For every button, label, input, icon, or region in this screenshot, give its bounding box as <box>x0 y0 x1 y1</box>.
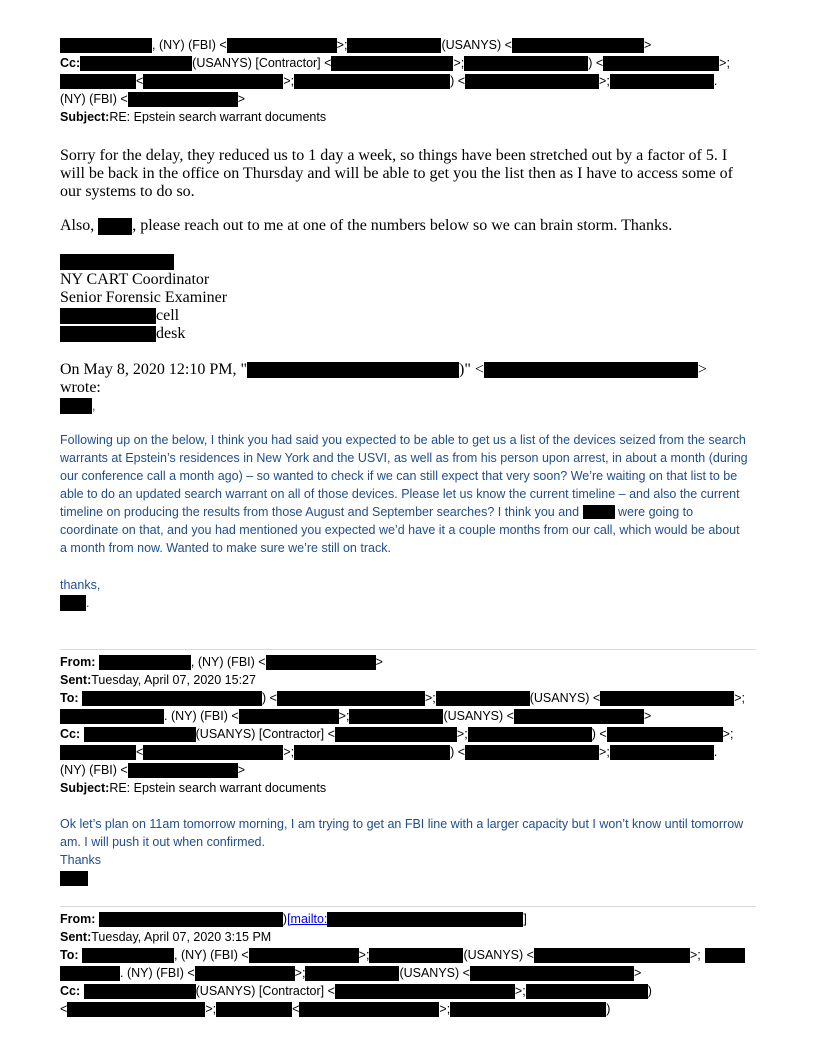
redaction <box>143 745 283 760</box>
text-segment: cell <box>156 307 180 324</box>
sent-label: Sent: <box>60 930 92 944</box>
header-subject-line <box>60 109 326 126</box>
redaction <box>294 745 450 760</box>
redaction <box>512 38 644 53</box>
redaction <box>484 362 698 378</box>
cc-label: Cc: <box>60 56 81 70</box>
redaction <box>195 966 295 981</box>
text-segment: (USANYS) [Contractor] < <box>192 56 332 70</box>
text-segment: >; <box>424 691 436 705</box>
mailto-link[interactable]: [mailto: <box>287 912 328 926</box>
text-segment: >; <box>358 948 370 962</box>
redaction <box>464 56 588 71</box>
email2-signature <box>60 870 88 887</box>
text-segment: > <box>643 709 652 723</box>
text-segment: )" < <box>458 361 484 378</box>
divider <box>60 906 756 907</box>
redaction <box>60 308 156 324</box>
text-segment: >; <box>456 727 468 741</box>
email2-to-line-2 <box>60 708 651 725</box>
signature-desk <box>60 325 185 343</box>
redaction <box>465 745 599 760</box>
email2-cc-line-2 <box>60 744 717 761</box>
redaction <box>347 38 441 53</box>
text-segment: ) < <box>588 56 604 70</box>
text-segment: >; <box>294 966 306 980</box>
redaction <box>60 745 136 760</box>
cc-label: Cc: <box>60 727 81 741</box>
text-segment: (USANYS) < <box>463 948 534 962</box>
text-segment: . <box>713 745 718 759</box>
from-label: From: <box>60 655 96 669</box>
email2-subject-line <box>60 780 326 797</box>
text-segment: >; <box>336 38 348 52</box>
text-segment: (NY) (FBI) < <box>60 92 128 106</box>
redaction <box>60 254 174 270</box>
redaction <box>216 1002 292 1017</box>
signature-cell <box>60 307 179 325</box>
text-segment: < <box>292 1002 300 1016</box>
email2-cc-line-1 <box>60 726 733 743</box>
header-to-line-1 <box>60 37 651 54</box>
text-segment: ) < <box>450 745 466 759</box>
text-segment: (USANYS) < <box>441 38 512 52</box>
text-segment: ) < <box>262 691 277 705</box>
email3-cc-line-2 <box>60 1001 610 1018</box>
text-segment: ) < <box>591 727 607 741</box>
redaction <box>470 966 634 981</box>
redaction <box>534 948 690 963</box>
redaction <box>436 691 530 706</box>
email2-thanks: Thanks <box>60 853 101 867</box>
text-segment: . (NY) (FBI) < <box>120 966 195 980</box>
header-cc-line-2 <box>60 73 717 90</box>
text-segment: ) <box>647 984 652 998</box>
redaction <box>60 326 156 342</box>
text-segment: ) <box>606 1002 611 1016</box>
redaction <box>299 1002 439 1017</box>
redaction <box>349 709 443 724</box>
text-segment: (USANYS) < <box>443 709 514 723</box>
quoted-thanks: thanks, <box>60 578 101 592</box>
redaction <box>60 871 88 886</box>
text-segment: Following up on the below, I think you had said you expected to be able to get us a list of the devices seized from the search warrants at Epstein’s residences in New York and the USVI, as well as from his person upon arrest, in about a month (during our conference call a month ago) – so wanted to check if we can still expect that very soon? We’re waiting on that list to be able to do an updated search warrant on all of those devices. Please let us know the current timeline – and also the current timeline on producing the results from those August and September searches? I think you and <box>60 433 748 519</box>
to-label: To: <box>60 948 79 962</box>
redaction <box>600 691 734 706</box>
redaction <box>143 74 283 89</box>
redaction <box>705 948 745 963</box>
redaction <box>82 948 174 963</box>
text-segment: , (NY) (FBI) < <box>174 948 249 962</box>
sent-value: Tuesday, April 07, 2020 15:27 <box>91 673 256 687</box>
text-segment: > <box>697 361 707 378</box>
text-segment: , (NY) (FBI) < <box>152 38 227 52</box>
email2-cc-line-3 <box>60 762 245 779</box>
text-segment: >; <box>283 74 295 88</box>
redaction <box>98 218 132 235</box>
text-segment: , (NY) (FBI) < <box>190 655 266 669</box>
email2-body: Ok let’s plan on 11am tomorrow morning, I am trying to get an FBI line with a larger capacity but I won’t know until tomorrow am. I will push it out when confirmed. <box>60 817 744 849</box>
text-segment: > <box>643 38 652 52</box>
header-cc-line-3 <box>60 91 245 108</box>
text-segment: >; <box>205 1002 217 1016</box>
cc-label: Cc: <box>60 984 81 998</box>
email3-to-line-2 <box>60 965 641 982</box>
redaction <box>67 1002 205 1017</box>
reply-paragraph-2 <box>60 217 750 235</box>
email2-sent-line <box>60 672 256 689</box>
text-segment: , <box>92 399 96 413</box>
to-label: To: <box>60 691 79 705</box>
text-segment: >; <box>734 691 746 705</box>
quote-wrote: wrote: <box>60 379 101 396</box>
text-segment: >; <box>514 984 526 998</box>
redaction <box>277 691 425 706</box>
signature-title-2: Senior Forensic Examiner <box>60 289 228 306</box>
text-segment: < <box>60 1002 68 1016</box>
redaction <box>80 56 192 71</box>
text-segment: (USANYS) [Contractor] < <box>195 984 335 998</box>
redaction <box>526 984 648 999</box>
text-segment: (NY) (FBI) < <box>60 763 128 777</box>
redaction <box>60 709 164 724</box>
text-segment: . (NY) (FBI) < <box>164 709 239 723</box>
text-segment: Also, <box>60 217 99 234</box>
text-segment: ] <box>523 912 527 926</box>
text-segment: desk <box>156 325 186 342</box>
redaction <box>249 948 359 963</box>
redaction <box>305 966 399 981</box>
redaction <box>607 727 723 742</box>
email3-to-line-1 <box>60 947 745 964</box>
email3-cc-line-1 <box>60 983 652 1000</box>
redaction <box>99 912 283 927</box>
from-label: From: <box>60 912 96 926</box>
sent-label: Sent: <box>60 673 92 687</box>
text-segment: > <box>633 966 642 980</box>
redaction <box>266 655 376 670</box>
text-segment: > <box>375 655 383 669</box>
subject-label: Subject: <box>60 110 110 124</box>
redaction <box>465 74 599 89</box>
redaction <box>60 38 152 53</box>
redaction <box>247 362 459 378</box>
text-segment: , please reach out to me at one of the numbers below so we can brain storm. Thanks. <box>132 217 673 234</box>
text-segment: ) <box>282 912 288 926</box>
text-segment: >; <box>719 56 730 70</box>
redaction <box>610 745 714 760</box>
email2-to-line-1 <box>60 690 745 707</box>
text-segment: . <box>86 596 90 610</box>
text-segment: >; <box>689 948 701 962</box>
text-segment: < <box>136 74 144 88</box>
email3-from-line <box>60 911 527 928</box>
text-segment: (USANYS) < <box>529 691 601 705</box>
text-segment: < <box>136 745 144 759</box>
redaction <box>60 966 120 981</box>
redaction <box>84 727 196 742</box>
redaction <box>610 74 714 89</box>
text-segment: >; <box>722 727 734 741</box>
text-segment: >; <box>599 745 610 759</box>
redaction <box>335 984 515 999</box>
text-segment: On May 8, 2020 12:10 PM, " <box>60 361 247 378</box>
redaction <box>60 74 136 89</box>
subject-label: Subject: <box>60 781 110 795</box>
quote-greeting <box>60 397 95 415</box>
email2-from-line <box>60 654 383 671</box>
subject-value: RE: Epstein search warrant documents <box>109 110 327 124</box>
sent-value: Tuesday, April 07, 2020 3:15 PM <box>91 930 272 944</box>
redaction <box>369 948 463 963</box>
subject-value: RE: Epstein search warrant documents <box>109 781 327 795</box>
redaction <box>239 709 339 724</box>
text-segment: ) < <box>450 74 466 88</box>
header-cc-line-1 <box>60 55 730 72</box>
redaction <box>468 727 592 742</box>
redaction <box>450 1002 606 1017</box>
redaction <box>514 709 644 724</box>
text-segment: (USANYS) < <box>399 966 470 980</box>
text-segment: >; <box>338 709 350 723</box>
reply-paragraph-1: Sorry for the delay, they reduced us to 1 day a week, so things have been stretched out by a factor of 5. I will be back in the office on Thursday and will be able to get you the list then as I have to access some of our systems to do so. <box>60 147 733 200</box>
signature-title-1: NY CART Coordinator <box>60 271 210 288</box>
redaction <box>128 763 238 778</box>
redaction <box>60 595 86 611</box>
quoted-signature <box>60 594 89 612</box>
redaction <box>583 505 615 519</box>
redaction <box>84 984 196 999</box>
text-segment: were going to coordinate on that, and you had mentioned you expected we’d have it a couple months from our call, which would be about a month from now. Wanted to make sure we’re still on track. <box>60 505 740 555</box>
text-segment: >; <box>453 56 465 70</box>
signature-name <box>60 253 174 271</box>
redaction <box>603 56 719 71</box>
email3-sent-line <box>60 929 271 946</box>
redaction <box>335 727 457 742</box>
text-segment: >; <box>439 1002 451 1016</box>
redaction <box>331 56 453 71</box>
text-segment: (USANYS) [Contractor] < <box>195 727 335 741</box>
text-segment: > <box>237 92 246 106</box>
divider <box>60 649 756 650</box>
text-segment: >; <box>283 745 295 759</box>
quote-intro-line <box>60 361 707 379</box>
redaction <box>60 398 92 414</box>
redaction <box>327 912 523 927</box>
text-segment: >; <box>599 74 610 88</box>
redaction <box>227 38 337 53</box>
text-segment: . <box>713 74 718 88</box>
redaction <box>99 655 191 670</box>
quoted-body <box>60 431 750 557</box>
text-segment: > <box>237 763 246 777</box>
redaction <box>82 691 262 706</box>
redaction <box>128 92 238 107</box>
redaction <box>294 74 450 89</box>
